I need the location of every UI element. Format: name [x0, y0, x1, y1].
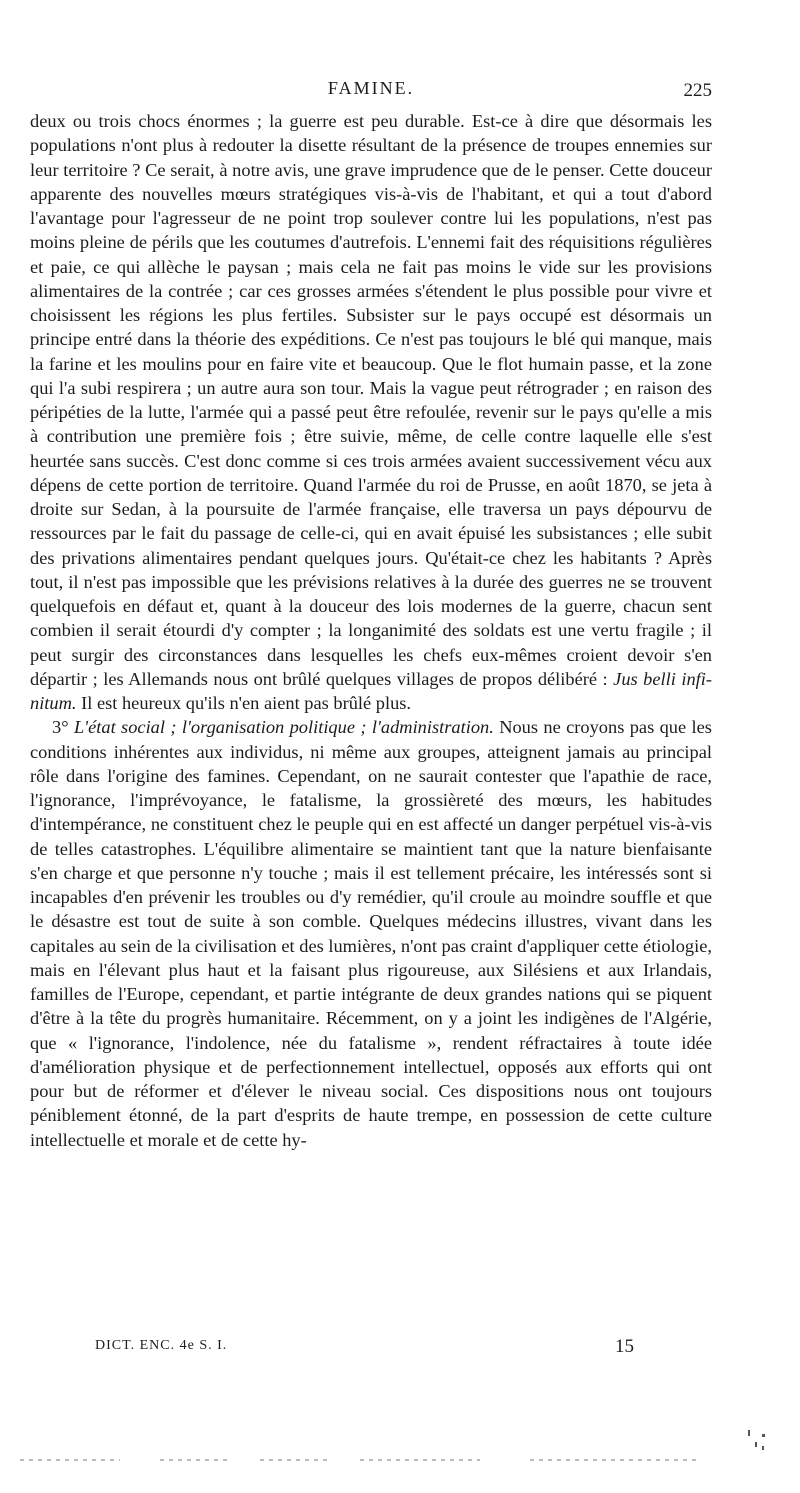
scan-speck: [762, 1434, 765, 1437]
paragraph-text: deux ou trois chocs énormes ; la guerre est peu durable. Est-ce à dire que désormais les populations n'ont plus à redouter la disette résultant de la présence de troupes ennemies sur leur territoire ? Ce serait, à notre avis, une grave imprudence que de le penser. Cette douceur apparente des nouvelles mœurs stratégiques vis-à-vis de l'habitant, et qui a tout d'abord l'avantage pour l'agresseur de ne point trop soulever contre lui les populations, n'est pas moins pleine de périls que les coutumes d'autrefois. L'ennemi fait des réquisitions régulières et paie, ce qui allèche le paysan ; mais cela ne fait pas moins le vide sur les provisions alimentaires de la contrée ; car ces grosses armées s'étendent le plus possible pour vivre et choisissent les régions les plus fertiles. Subsister sur le pays occupé est désormais un principe entré dans la théorie des expéditions. Ce n'est pas toujours le blé qui manque, mais la farine et les moulins pour en faire vite et beaucoup. Que le flot humain passe, et la zone qui l'a subi respirera ; un autre aura son tour. Mais la vague peut rétrograder ; en raison des péripéties de la lutte, l'armée qui a passé peut être refoulée, revenir sur le pays qu'elle a mis à contribution une première fois ; être suivie, même, de celle contre laquelle elle s'est heurtée sans succès. C'est donc comme si ces trois armées avaient successivement vécu aux dépens de cette portion de territoire. Quand l'armée du roi de Prusse, en août 1870, se jeta à droite sur Sedan, à la poursuite de l'armée française, elle traversa un pays dépourvu de ressources par le fait du passage de celle-ci, qui en avait épuisé les subsistances ; elle subit des privations alimentaires pendant quelques jours. Qu'était-ce chez les habitants ? Après tout, il n'est pas impossible que les prévisions relatives à la durée des guerres ne se trouvent quelquefois en défaut et, quant à la douceur des lois modernes de la guerre, chacun sent combien il serait étourdi d'y compter ; la longanimité des soldats est une vertu fragile ; il peut surgir des circonstances dans lesquelles les chefs eux-mêmes croient devoir s'en départir ; les Allemands nous ont brûlé quelques villages de propos délibéré :: [30, 111, 712, 689]
running-title: FAMINE.: [327, 78, 415, 98]
paragraph-war-requisitions: [30, 109, 712, 715]
body-text: [30, 109, 712, 1152]
scan-speck: [748, 1430, 750, 1436]
signature-mark: DICT. ENC. 4e S. I.: [95, 1338, 228, 1353]
sheet-number: 15: [615, 1336, 634, 1357]
page-header: [30, 78, 712, 106]
page-footer: [95, 1336, 635, 1360]
section-number: 3°: [52, 717, 69, 738]
page-number: 225: [683, 80, 712, 101]
paragraph-text-end: Il est heureux qu'ils n'en aient pas brûlé plus.: [81, 693, 412, 713]
scan-artifacts: [0, 1430, 800, 1490]
section-heading: L'état social ; l'organisation politique ; l'administration.: [73, 717, 494, 738]
paragraph-social-state: [30, 715, 712, 1152]
scan-speck: [755, 1442, 757, 1447]
latin-phrase: Jus belli infinitum.: [30, 668, 712, 713]
paragraph-text: Nous ne croyons pas que les conditions inhérentes aux individus, ni même aux groupes, atteignent jamais au principal rôle dans l'origine des famines. Cependant, on ne saurait contester que l'apathie de race, l'ignorance, l'imprévoyance, le fatalisme, la grossièreté des mœurs, les habitudes d'intempérance, ne constituent chez le peuple qui en est affecté un danger perpétuel vis-à-vis de telles catastrophes. L'équilibre alimentaire se maintient tant que la nature bienfaisante s'en charge et que personne n'y touche ; mais il est tellement précaire, les intéressés sont si incapables d'en prévenir les troubles ou d'y remédier, qu'il croule au moindre souffle et que le désastre est tout de suite à son comble. Quelques médecins illustres, vivant dans les capitales au sein de la civilisation et des lumières, n'ont pas craint d'appliquer cette étiologie, mais en l'élevant plus haut et la faisant plus rigoureuse, aux Silésiens et aux Irlandais, familles de l'Europe, cependant, et partie intégrante de deux grandes nations qui se piquent d'être à la tête du progrès humanitaire. Récemment, on y a joint les indigènes de l'Algérie, que « l'ignorance, l'indolence, née du fatalisme », rendent réfractaires à toute idée d'amélioration physique et de perfectionnement intellectuel, opposés aux efforts qui ont pour but de réformer et d'élever le niveau social. Ces dispositions nous ont toujours péniblement étonné, de la part d'esprits de haute trempe, en possession de cette culture intellectuelle et morale et de cette hy-: [30, 717, 712, 1150]
scan-speck: [762, 1446, 764, 1450]
